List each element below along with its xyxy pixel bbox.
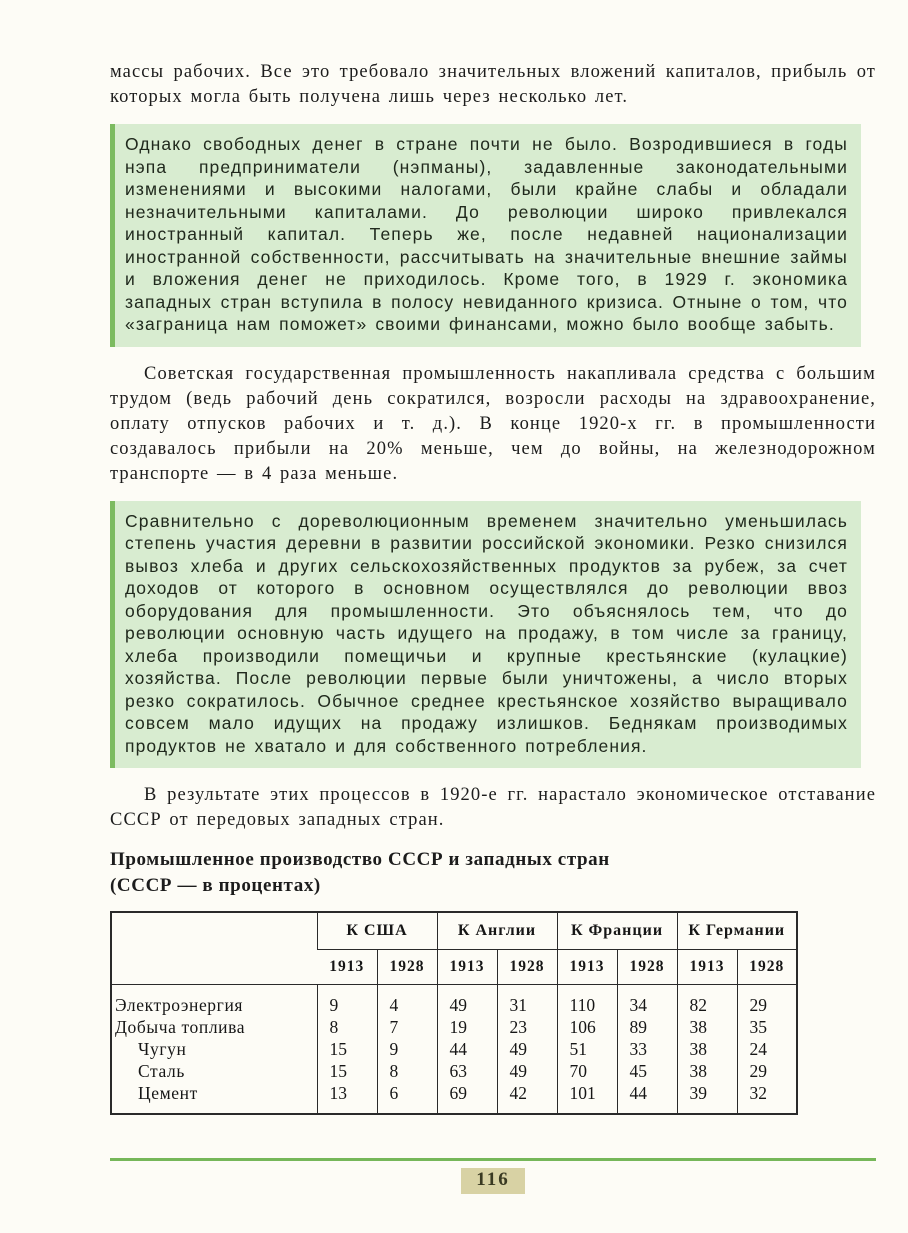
table-cell: 15	[317, 1060, 377, 1082]
year-header-england-1913: 1913	[437, 950, 497, 985]
table-cell: 13	[317, 1082, 377, 1114]
row-label: Цемент	[138, 1083, 198, 1103]
row-label: Сталь	[138, 1061, 185, 1081]
table-title	[110, 847, 876, 899]
row-label: Электроэнергия	[115, 995, 244, 1015]
table-cell: 82	[677, 985, 737, 1017]
table-cell: 38	[677, 1016, 737, 1038]
row-label: Добыча топлива	[115, 1017, 246, 1037]
table-cell: 49	[497, 1038, 557, 1060]
table-cell: 63	[437, 1060, 497, 1082]
table-cell: 35	[737, 1016, 797, 1038]
table-cell: 15	[317, 1038, 377, 1060]
table-cell: 89	[617, 1016, 677, 1038]
table-cell: 8	[377, 1060, 437, 1082]
table-cell: 51	[557, 1038, 617, 1060]
table-cell: 32	[737, 1082, 797, 1114]
table-cell: 24	[737, 1038, 797, 1060]
table-body	[111, 985, 797, 1115]
industrial-production-table	[110, 911, 798, 1115]
table-cell: 44	[437, 1038, 497, 1060]
footer-rule	[110, 1158, 876, 1161]
table-cell: 33	[617, 1038, 677, 1060]
table-cell: 38	[677, 1038, 737, 1060]
table-cell: 29	[737, 1060, 797, 1082]
table-cell: 42	[497, 1082, 557, 1114]
table-cell: 101	[557, 1082, 617, 1114]
table-cell: 49	[497, 1060, 557, 1082]
page-footer	[110, 1158, 876, 1194]
table-cell: 6	[377, 1082, 437, 1114]
table-row	[111, 1082, 797, 1114]
group-header-germany: К Германии	[677, 912, 797, 950]
table-header	[111, 912, 797, 985]
table-row	[111, 1038, 797, 1060]
table-cell: 45	[617, 1060, 677, 1082]
table-cell: 69	[437, 1082, 497, 1114]
table-cell: 106	[557, 1016, 617, 1038]
table-cell: 70	[557, 1060, 617, 1082]
year-header-usa-1928: 1928	[377, 950, 437, 985]
table-cell: 39	[677, 1082, 737, 1114]
table-corner-cell	[111, 912, 317, 985]
group-header-england: К Англии	[437, 912, 557, 950]
page-content	[110, 60, 876, 1115]
paragraph-result: В результате этих процессов в 1920-е гг. нарастало экономическое отставание СССР от передовых западных стран.	[110, 785, 876, 830]
highlight-block-money-text: Однако свободных денег в стране почти не было. Возродившиеся в годы нэпа предприниматели (нэпманы), задавленные законодательными изменениями и высокими налогами, были крайне слабы и обладали незначительными капиталами. До революции широко привлекался иностранный капитал. Теперь же, после недавней национализации иностранной собственности, рассчитывать на значительные внешние займы и вложения денег не приходилось. Кроме того, в 1929 г. экономика западных стран вступила в полосу невиданного кризиса. Отныне о том, что «заграница нам поможет» своими финансами, можно было вообще забыть.	[125, 134, 848, 334]
table-row	[111, 1016, 797, 1038]
group-header-france: К Франции	[557, 912, 677, 950]
table-row	[111, 1060, 797, 1082]
year-header-germany-1913: 1913	[677, 950, 737, 985]
paragraph-industry: Советская государственная промышленность накапливала средства с большим трудом (ведь рабочий день сократился, возросли расходы на здравоохранение, оплату отпусков рабочих и т. д.). В конце 1920-х гг. в промышленности создавалось прибыли на 20% меньше, чем до войны, на железнодорожном транспорте — в 4 раза меньше.	[110, 363, 876, 484]
table-cell: 34	[617, 985, 677, 1017]
year-header-england-1928: 1928	[497, 950, 557, 985]
table-title-line1: Промышленное производство СССР и западных стран	[110, 849, 610, 870]
year-header-france-1913: 1913	[557, 950, 617, 985]
highlight-block-village	[110, 501, 861, 769]
table-cell: 110	[557, 985, 617, 1017]
table-cell: 7	[377, 1016, 437, 1038]
table-cell: 9	[317, 985, 377, 1017]
table-cell: 38	[677, 1060, 737, 1082]
year-header-france-1928: 1928	[617, 950, 677, 985]
row-label: Чугун	[138, 1039, 187, 1059]
year-header-usa-1913: 1913	[317, 950, 377, 985]
year-header-germany-1928: 1928	[737, 950, 797, 985]
paragraph-continued: массы рабочих. Все это требовало значительных вложений капиталов, прибыль от которых могла быть получена лишь через несколько лет.	[110, 62, 876, 107]
group-header-usa: К США	[317, 912, 437, 950]
table-row	[111, 985, 797, 1017]
table-cell: 8	[317, 1016, 377, 1038]
table-cell: 49	[437, 985, 497, 1017]
table-title-line2: (СССР — в процентах)	[110, 875, 321, 896]
page-number-wrap	[110, 1168, 876, 1194]
page-number: 116	[461, 1168, 524, 1194]
table-cell: 29	[737, 985, 797, 1017]
table-cell: 4	[377, 985, 437, 1017]
table-cell: 19	[437, 1016, 497, 1038]
highlight-block-money	[110, 124, 861, 347]
table-cell: 23	[497, 1016, 557, 1038]
table-header-groups-row	[111, 912, 797, 950]
table-cell: 31	[497, 985, 557, 1017]
table-cell: 44	[617, 1082, 677, 1114]
table-cell: 9	[377, 1038, 437, 1060]
highlight-block-village-text: Сравнительно с дореволюционным временем значительно уменьшилась степень участия деревни в развитии российской экономики. Резко снизился вывоз хлеба и других сельскохозяйственных продуктов за рубеж, за счет доходов от которого в основном осуществлялся до революции ввоз оборудования для промышленности. Это объяснялось тем, что до революции основную часть идущего на продажу, в том числе за границу, хлеба производили помещичьи и крупные крестьянские (кулацкие) хозяйства. После революции первые были уничтожены, а число вторых резко сократилось. Обычное среднее крестьянское хозяйство выращивало совсем мало идущих на продажу излишков. Беднякам производимых продуктов не хватало и для собственного потребления.	[125, 510, 848, 756]
